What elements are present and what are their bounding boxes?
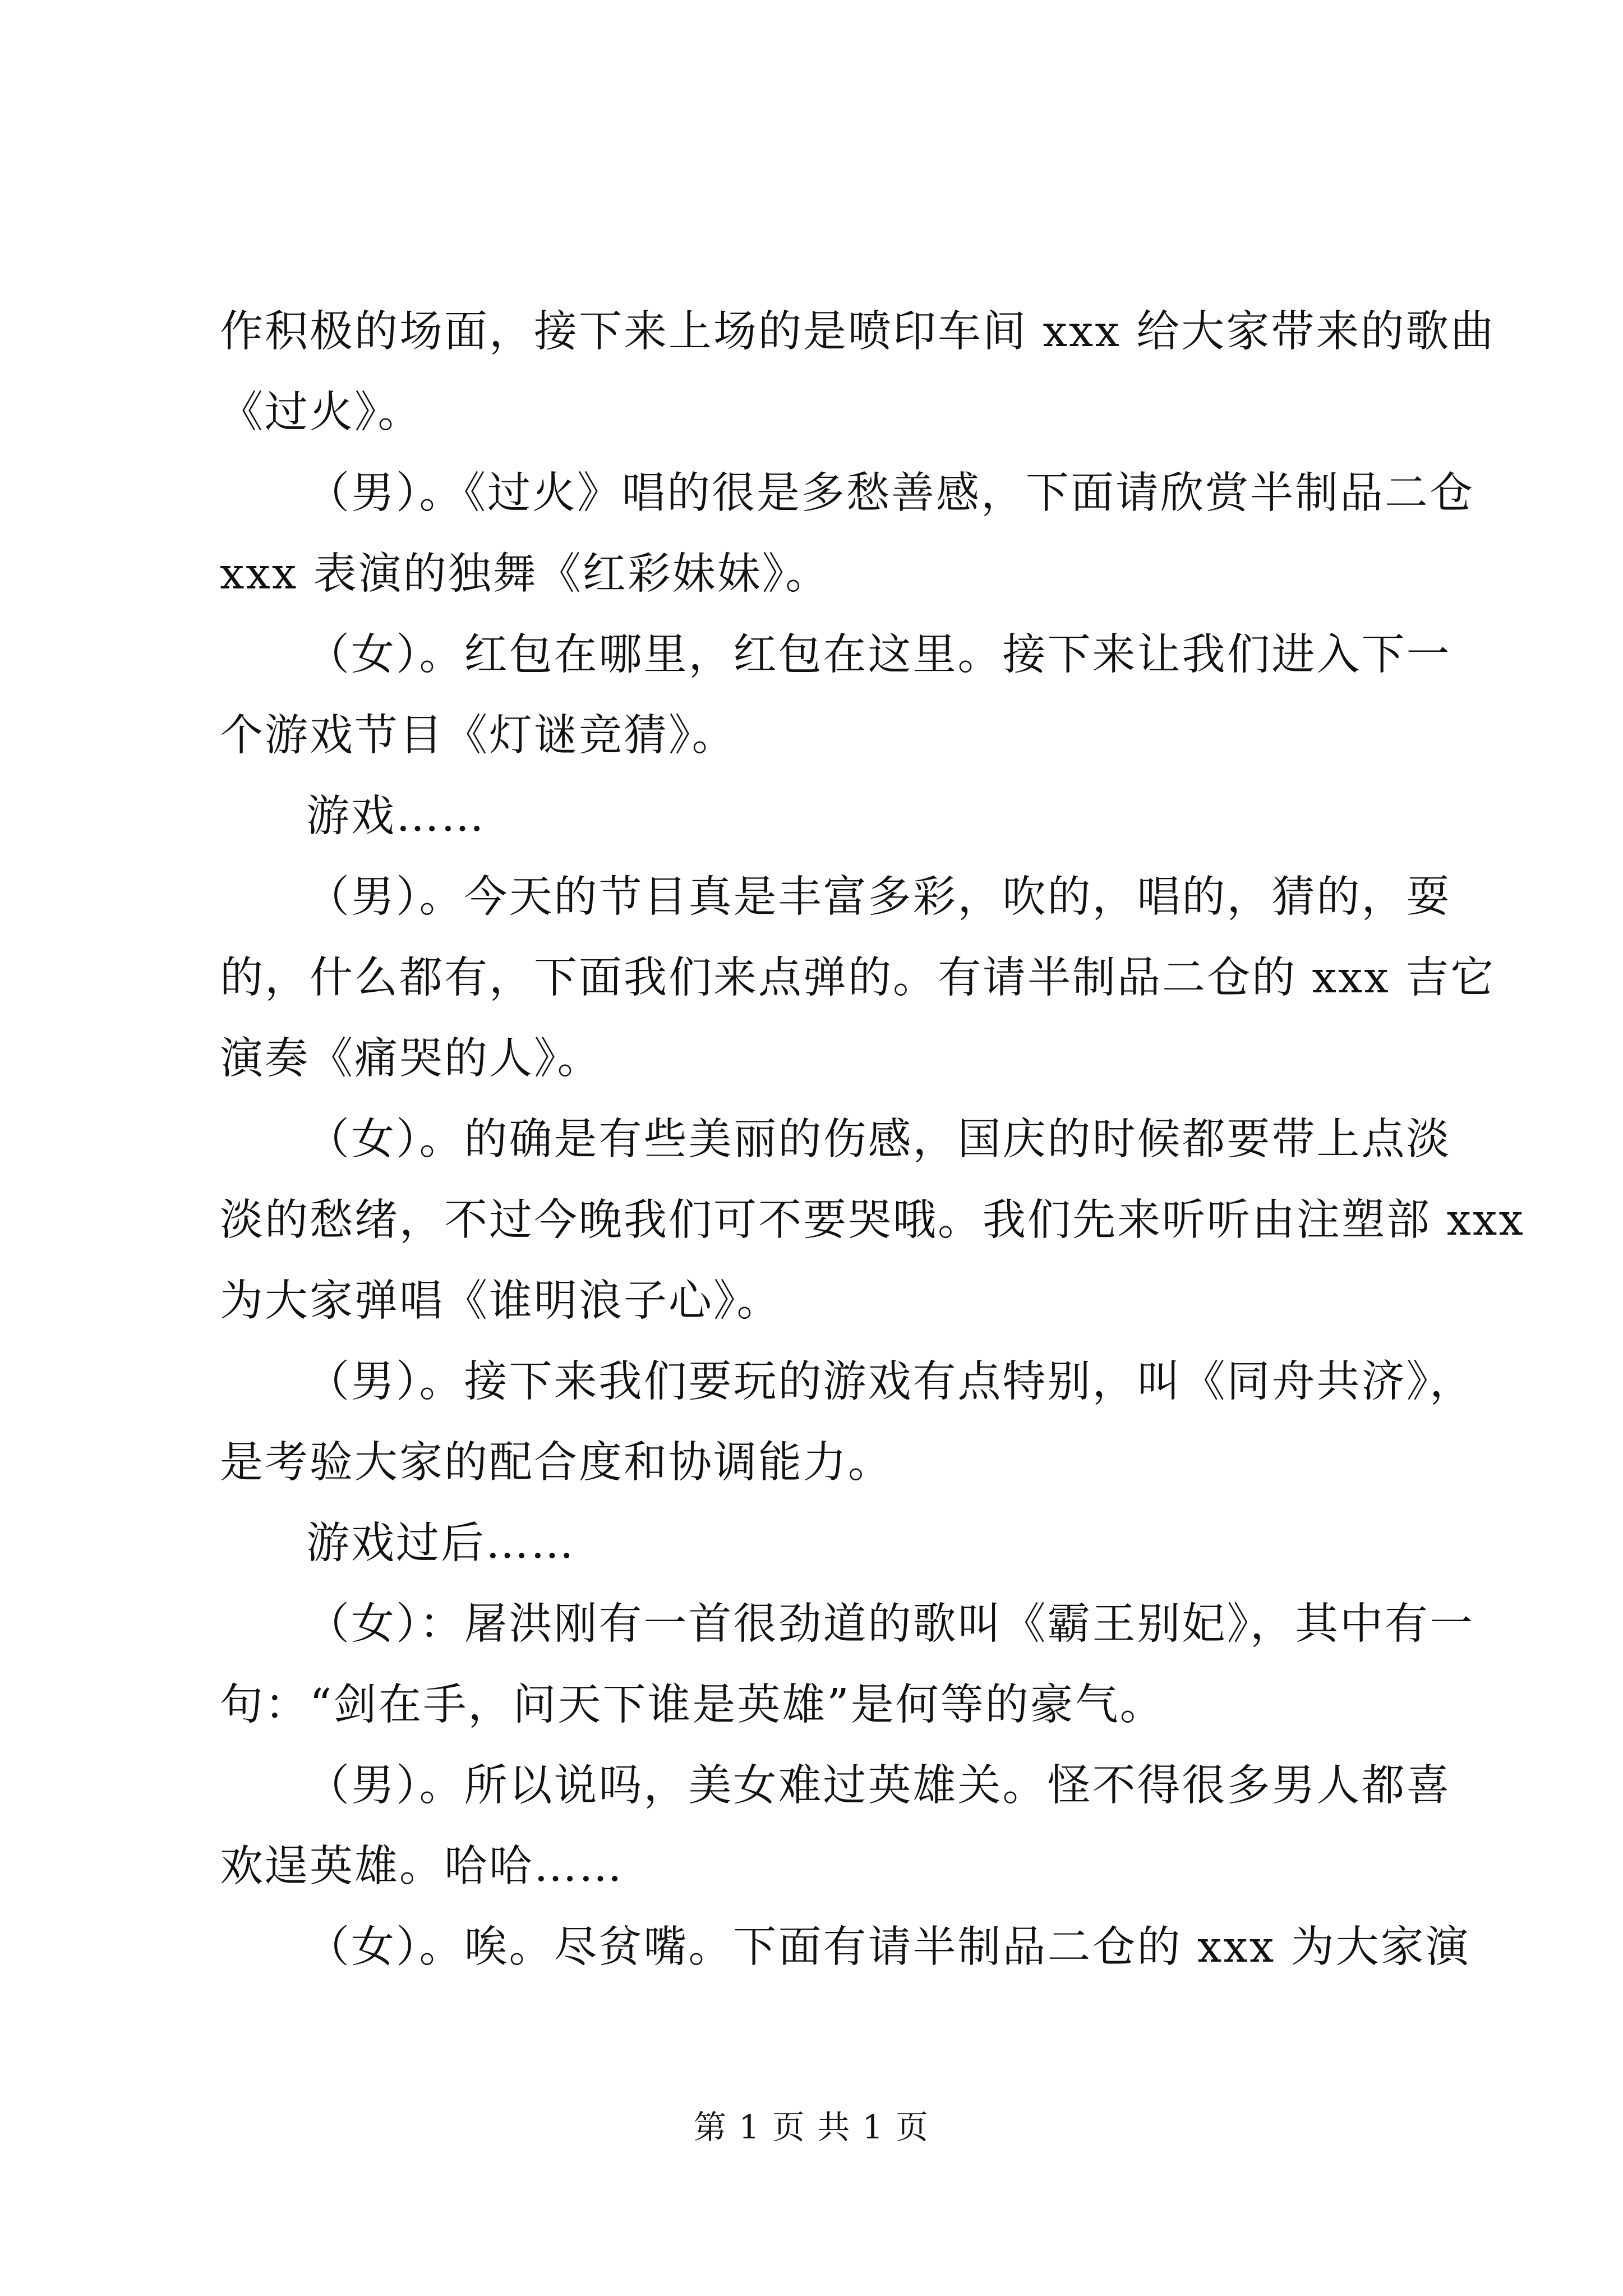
- text-line: 演奏《痛哭的人》。: [220, 1034, 602, 1084]
- text-line: 《过火》。: [220, 388, 423, 438]
- text-line: 是考验大家的配合度和协调能力。: [220, 1438, 893, 1488]
- text-line: 欢逞英雄。哈哈……: [220, 1842, 624, 1892]
- text-line: 句：“剑在手，问天下谁是英雄”是何等的豪气。: [220, 1680, 1165, 1730]
- text-line: （女）。唉。尽贫嘴。下面有请半制品二仓的 xxx 为大家演: [306, 1922, 1470, 1972]
- text-line: 作积极的场面，接下来上场的是喷印车间 xxx 给大家带来的歌曲: [220, 307, 1496, 357]
- text-line: 淡的愁绪，不过今晚我们可不要哭哦。我们先来听听由注塑部 xxx: [220, 1195, 1525, 1245]
- text-line: xxx 表演的独舞《红彩妹妹》。: [220, 549, 831, 599]
- text-line: （男）。接下来我们要玩的游戏有点特别，叫《同舟共济》，: [306, 1357, 1474, 1407]
- text-line: 的，什么都有，下面我们来点弹的。有请半制品二仓的 xxx 吉它: [220, 953, 1496, 1003]
- text-line: （女）。的确是有些美丽的伤感，国庆的时候都要带上点淡: [306, 1115, 1451, 1165]
- page-footer: [0, 2101, 1623, 2148]
- text-line: 游戏……: [306, 792, 486, 841]
- text-line: 为大家弹唱《谁明浪子心》。: [220, 1276, 782, 1326]
- text-line: （男）。所以说吗，美女难过英雄关。怪不得很多男人都喜: [306, 1761, 1451, 1811]
- text-line: （男）。《过火》唱的很是多愁善感，下面请欣赏半制品二仓: [306, 468, 1474, 518]
- document-body: [220, 292, 1525, 1988]
- text-line: （男）。今天的节目真是丰富多彩，吹的，唱的，猜的，耍: [306, 872, 1451, 922]
- text-line: （女）。红包在哪里，红包在这里。接下来让我们进入下一: [306, 630, 1451, 680]
- text-line: （女）：屠洪刚有一首很劲道的歌叫《霸王别妃》，其中有一: [306, 1599, 1474, 1649]
- page-number-label: 第 1 页 共 1 页: [694, 2108, 929, 2146]
- text-line: 个游戏节目《灯谜竞猜》。: [220, 711, 737, 761]
- text-line: 游戏过后……: [306, 1519, 575, 1568]
